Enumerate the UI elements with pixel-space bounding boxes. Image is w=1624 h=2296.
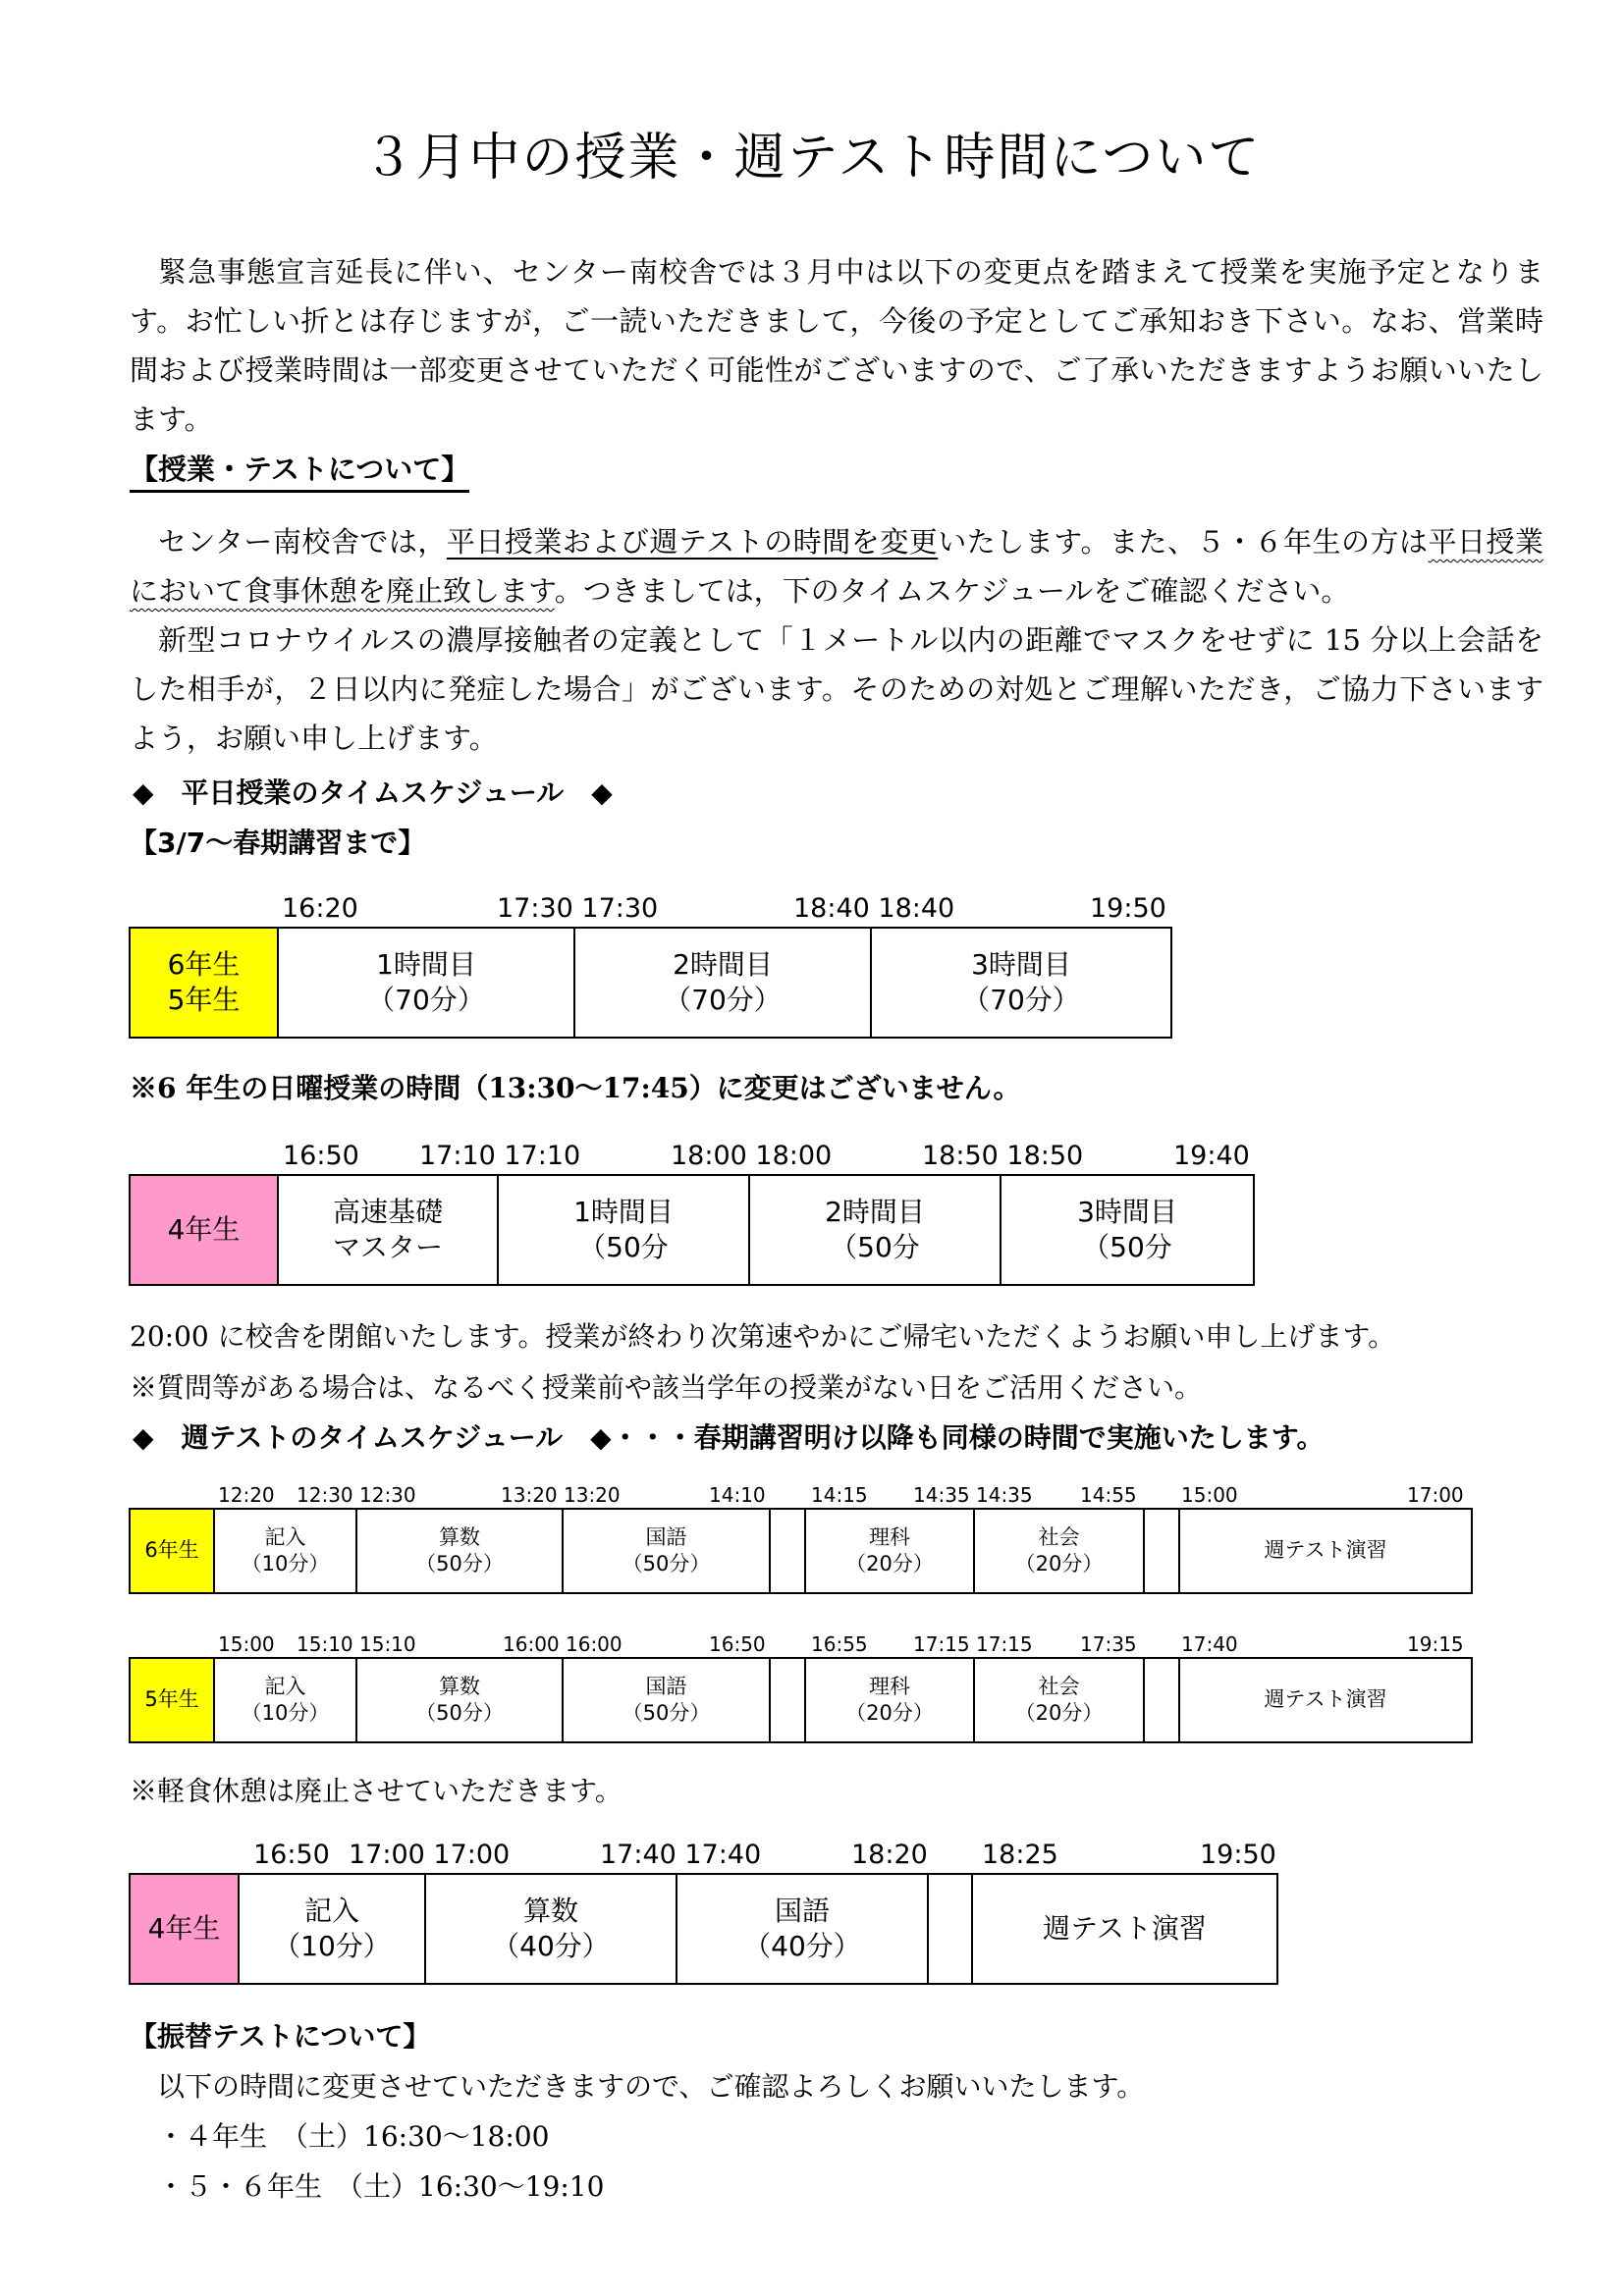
time-label: 14:35 14:35 [913, 1483, 1033, 1507]
time-label: 17:10 17:10 [419, 1141, 581, 1171]
subject-cell: 社会 （20分） [974, 1658, 1144, 1742]
subject-cell: 記入 （10分） [214, 1658, 356, 1742]
intro-paragraph: 緊急事態宣言延長に伴い、センター南校舎では３月中は以下の変更点を踏まえて授業を実施予定となります。お忙しい折とは存じますが，ご一読いただきまして，今後の予定としてご承知おき下さい。なお、営業時間および授業時間は一部変更させていただく可能性がございますので、ご了承いただきますようお願いいたします。 [130, 255, 1543, 436]
time-label: 18:20 [851, 1840, 928, 1870]
time-label: 19:40 [1173, 1141, 1250, 1171]
time-label: 16:50 [253, 1840, 330, 1870]
makeup-test-intro: 以下の時間に変更させていただきますので、ご確認よろしくお願いいたします。 [157, 2070, 1145, 2103]
question-note: ※質問等がある場合は、なるべく授業前や該当学年の授業がない日をご活用ください。 [130, 1371, 1203, 1404]
time-label: 17:00 17:00 [349, 1840, 511, 1870]
test-schedule-4-table [129, 1873, 1278, 1985]
time-label: 19:50 [1090, 893, 1166, 924]
sunday-class-note: ※6 年生の日曜授業の時間（13:30～17:45）に変更はございません。 [130, 1072, 1021, 1104]
grade-cell-4: 4年生 [130, 1874, 239, 1984]
text-segment: センター南校舎では， [158, 525, 447, 559]
time-label: 18:00 18:00 [671, 1141, 833, 1171]
time-label: 12:20 [218, 1483, 275, 1507]
break-cell [770, 1509, 805, 1593]
time-label: 17:00 [1407, 1483, 1464, 1507]
subject-cell: 算数 （50分） [356, 1658, 563, 1742]
subject-cell: 国語 （40分） [677, 1874, 928, 1984]
section-heading-text: 【授業・テストについて】 [130, 453, 469, 493]
snack-break-note: ※軽食休憩は廃止させていただきます。 [130, 1775, 623, 1807]
wavy-underlined-text: 平日授業 [1428, 525, 1544, 559]
grade-cell-4: 4年生 [130, 1175, 278, 1285]
weekday-schedule-4-table [129, 1174, 1255, 1286]
subject-cell: 国語 （50分） [563, 1658, 770, 1742]
time-label: 12:30 12:30 [297, 1483, 416, 1507]
grade-cell-56: 6年生 5年生 [130, 928, 278, 1038]
wavy-underlined-text: において食事休憩を廃止致します [130, 574, 555, 608]
weekday-schedule-56-table [129, 927, 1172, 1039]
makeup-test-heading: 【振替テストについて】 [130, 2020, 431, 2053]
time-label: 17:40 17:40 [600, 1840, 762, 1870]
text-segment: いたします。また、５・６年生の方は [938, 525, 1429, 559]
subject-cell: 記入 （10分） [239, 1874, 425, 1984]
subject-cell: 算数 （50分） [356, 1509, 563, 1593]
grade-cell-6: 6年生 [130, 1509, 214, 1593]
time-label: 19:50 [1200, 1840, 1276, 1870]
test-schedule-heading: ◆ 週テストのタイムスケジュール ◆・・・春期講習明け以降も同様の時間で実施いたします。 [133, 1421, 1325, 1454]
time-label: 17:30 17:30 [497, 893, 659, 924]
test-schedule-6-table [129, 1508, 1473, 1594]
time-label: 15:00 [1181, 1483, 1238, 1507]
time-label: 14:55 [1080, 1483, 1137, 1507]
subject-cell: 理科 （20分） [805, 1658, 974, 1742]
time-label: 16:00 16:00 [503, 1632, 623, 1656]
period-cell: 高速基礎 マスター [278, 1175, 498, 1285]
break-cell [1144, 1509, 1179, 1593]
period-cell: 3時間目 （50分 [1001, 1175, 1254, 1285]
time-label: 15:10 15:10 [297, 1632, 416, 1656]
subject-cell: 記入 （10分） [214, 1509, 356, 1593]
period-cell: 1時間目 （70分） [278, 928, 574, 1038]
time-label: 18:25 [982, 1840, 1058, 1870]
weekday-period-label: 【3/7～春期講習まで】 [130, 827, 426, 859]
time-label: 16:55 [811, 1632, 868, 1656]
practice-cell: 週テスト演習 [1179, 1658, 1472, 1742]
period-cell: 3時間目 （70分） [871, 928, 1171, 1038]
page-title: ３月中の授業・週テスト時間について [362, 129, 1262, 187]
time-label: 16:50 [709, 1632, 766, 1656]
time-label: 13:20 13:20 [501, 1483, 621, 1507]
practice-cell: 週テスト演習 [1179, 1509, 1472, 1593]
subject-cell: 理科 （20分） [805, 1509, 974, 1593]
time-label: 17:35 [1080, 1632, 1137, 1656]
time-label: 16:50 [283, 1141, 359, 1171]
closing-time-note: 20:00 に校舎を閉館いたします。授業が終わり次第速やかにご帰宅いただくようお願い申し上げます。 [130, 1320, 1396, 1353]
makeup-item-grade56: ・５・６年生 （土）16:30～19:10 [157, 2170, 605, 2203]
time-label: 19:15 [1407, 1632, 1464, 1656]
time-label: 17:15 17:15 [913, 1632, 1033, 1656]
classes-change-paragraph [130, 517, 1543, 615]
section-heading-classes-tests [130, 445, 469, 494]
weekday-schedule-heading: ◆ 平日授業のタイムスケジュール ◆ [133, 776, 613, 809]
makeup-item-grade4: ・４年生 （土）16:30～18:00 [157, 2120, 550, 2153]
subject-cell: 国語 （50分） [563, 1509, 770, 1593]
practice-cell: 週テスト演習 [972, 1874, 1277, 1984]
underlined-text: 平日授業および週テストの時間を変更 [446, 525, 939, 559]
period-cell: 2時間目 （70分） [574, 928, 871, 1038]
subject-cell: 算数 （40分） [425, 1874, 677, 1984]
covid-paragraph: 新型コロナウイルスの濃厚接触者の定義として「１メートル以内の距離でマスクをせずに 15 分以上会話をした相手が，２日以内に発症した場合」がございます。そのための対処とご理解いただき，ご協力下さいますよう，お願い申し上げます。 [130, 623, 1543, 755]
time-label: 14:15 [811, 1483, 868, 1507]
period-cell: 1時間目 （50分 [498, 1175, 749, 1285]
subject-cell: 社会 （20分） [974, 1509, 1144, 1593]
time-label: 15:00 [218, 1632, 275, 1656]
test-schedule-5-table [129, 1657, 1473, 1743]
break-cell [770, 1658, 805, 1742]
time-label: 18:50 18:50 [922, 1141, 1084, 1171]
time-label: 17:40 [1181, 1632, 1238, 1656]
text-segment: 。つきましては，下のタイムスケジュールをご確認ください。 [554, 574, 1350, 608]
grade-cell-5: 5年生 [130, 1658, 214, 1742]
break-cell [1144, 1658, 1179, 1742]
time-label: 14:10 [709, 1483, 766, 1507]
time-label: 16:20 [282, 893, 358, 924]
time-label: 18:40 18:40 [793, 893, 955, 924]
break-cell [928, 1874, 972, 1984]
period-cell: 2時間目 （50分 [749, 1175, 1001, 1285]
